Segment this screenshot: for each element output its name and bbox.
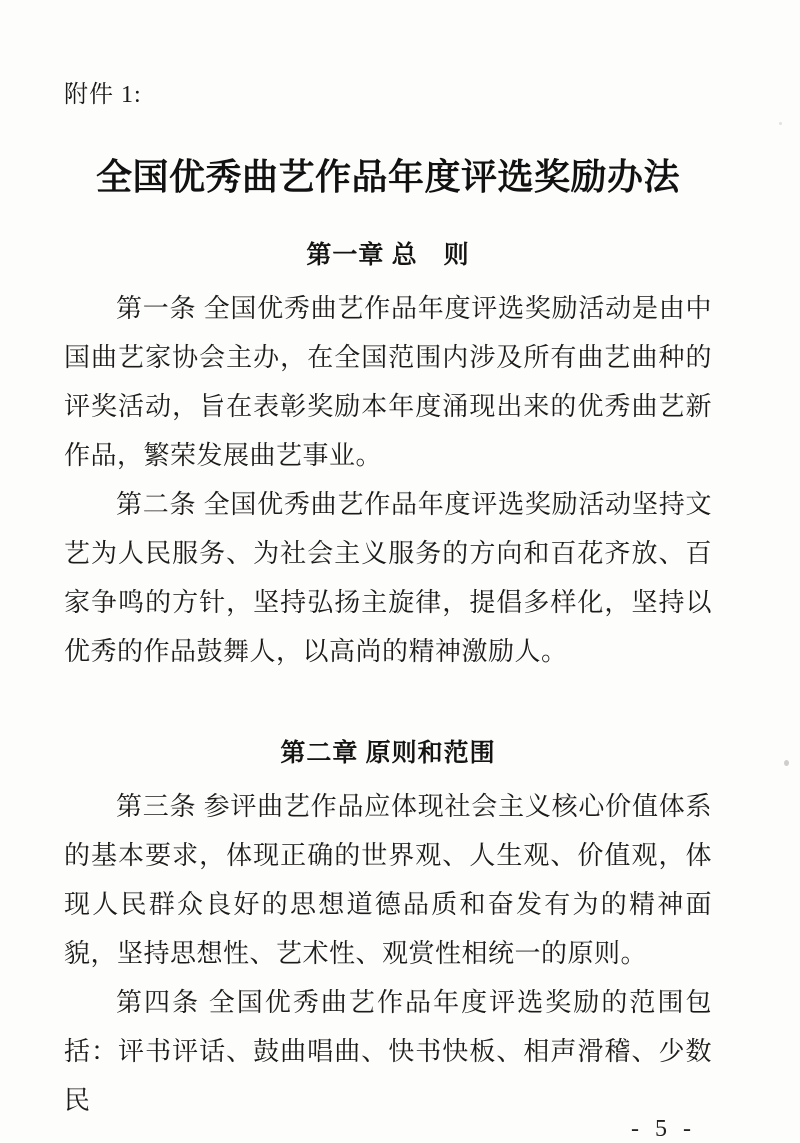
paragraph-article-3: 第三条 参评曲艺作品应体现社会主义核心价值体系的基本要求，体现正确的世界观、人生观、价值观，体现人民群众良好的思想道德品质和奋发有为的精神面貌，坚持思想性、艺术性、观赏性相统一的原则。 [64,792,712,968]
scan-speck [680,906,683,910]
paragraph-article-4: 第四条 全国优秀曲艺作品年度评选奖励的范围包括：评书评话、鼓曲唱曲、快书快板、相声滑稽、少数民 [64,988,712,1115]
scan-speck [784,760,789,766]
document-title: 全国优秀曲艺作品年度评选奖励办法 [95,157,680,197]
chapter-1-heading: 第一章 总 则 [306,242,470,269]
paragraph-article-1: 第一条 全国优秀曲艺作品年度评选奖励活动是由中国曲艺家协会主办，在全国范围内涉及所有曲艺曲种的评奖活动，旨在表彰奖励本年度涌现出来的优秀曲艺新作品，繁荣发展曲艺事业。 [64,294,712,470]
chapter-2-heading: 第二章 原则和范围 [280,740,496,767]
page-number: - 5 - [631,1116,696,1142]
scan-speck [779,122,782,125]
attachment-label: 附件 1: [64,82,142,108]
paragraph-article-2: 第二条 全国优秀曲艺作品年度评选奖励活动坚持文艺为人民服务、为社会主义服务的方向和百花齐放、百家争鸣的方针，坚持弘扬主旋律，提倡多样化，坚持以优秀的作品鼓舞人，以高尚的精神激励人。 [64,490,712,666]
